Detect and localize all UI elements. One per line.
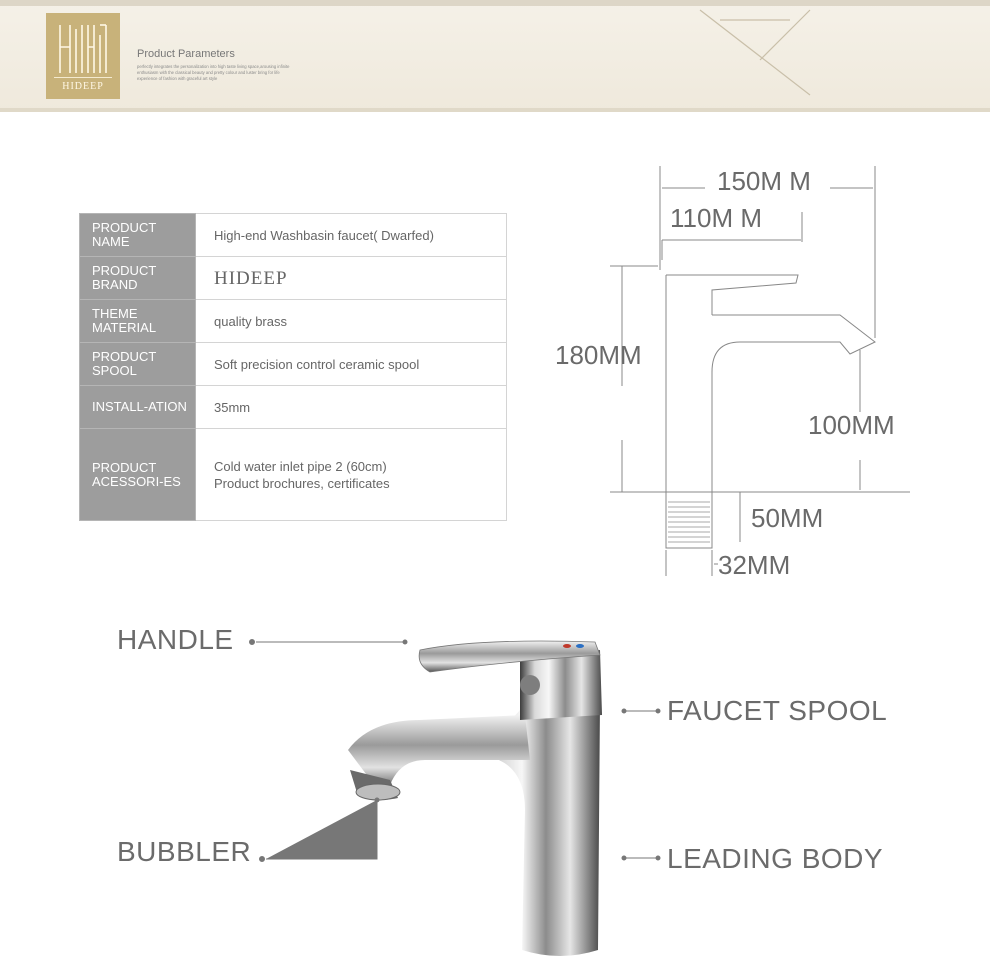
banner-description: perfectly integrates the personalization into high taste living space,arousing infinite enthusiasm with the classical beauty and pretty colour and luster bring for life experience of fashion with graceful art style (137, 64, 290, 81)
param-value (196, 300, 507, 343)
banner-bottom-stripe (0, 108, 990, 112)
dim-spout-width: 110M M (670, 203, 762, 233)
param-value (196, 343, 507, 386)
banner-decoration-lines (660, 0, 990, 112)
logo-text: HIDEEP (62, 81, 104, 92)
dim-total-height: 180MM (555, 340, 642, 370)
param-value-line: High-end Washbasin faucet( Dwarfed) (214, 227, 434, 243)
param-value (196, 257, 507, 300)
table-row (80, 386, 507, 429)
dim-spout-height: 100MM (808, 410, 895, 440)
param-key: PRODUCT ACESSORI-ES (80, 429, 196, 521)
brand-logo (46, 13, 120, 99)
table-row (80, 343, 507, 386)
param-value-line: HIDEEP (214, 267, 288, 289)
param-key: THEME MATERIAL (80, 300, 196, 343)
param-key: PRODUCT SPOOL (80, 343, 196, 386)
param-value (196, 429, 507, 521)
label-faucet-spool: FAUCET SPOOL (667, 695, 888, 726)
header-banner (0, 0, 990, 112)
param-key: PRODUCT BRAND (80, 257, 196, 300)
label-leading-body: LEADING BODY (667, 843, 884, 874)
banner-title: Product Parameters (137, 48, 235, 60)
param-value-line: Product brochures, certificates (214, 475, 390, 491)
dimension-drawing (540, 150, 990, 595)
table-row (80, 300, 507, 343)
param-key: PRODUCT NAME (80, 214, 196, 257)
table-row (80, 214, 507, 257)
param-value-line: Cold water inlet pipe 2 (60cm) (214, 458, 387, 474)
param-value (196, 386, 507, 429)
dim-total-width: 150M M (717, 166, 811, 196)
parameter-table (79, 213, 507, 521)
label-handle: HANDLE (117, 624, 234, 655)
dim-thread-length: 50MM (751, 503, 824, 533)
param-value-line: 35mm (214, 399, 251, 415)
label-bubbler: BUBBLER (117, 836, 252, 867)
param-value-line: quality brass (214, 313, 287, 329)
table-row (80, 429, 507, 521)
dim-thread-diameter: 32MM (718, 550, 791, 580)
table-row (80, 257, 507, 300)
param-key: INSTALL-ATION (80, 386, 196, 429)
param-value-line: Soft precision control ceramic spool (214, 356, 420, 372)
param-value (196, 214, 507, 257)
